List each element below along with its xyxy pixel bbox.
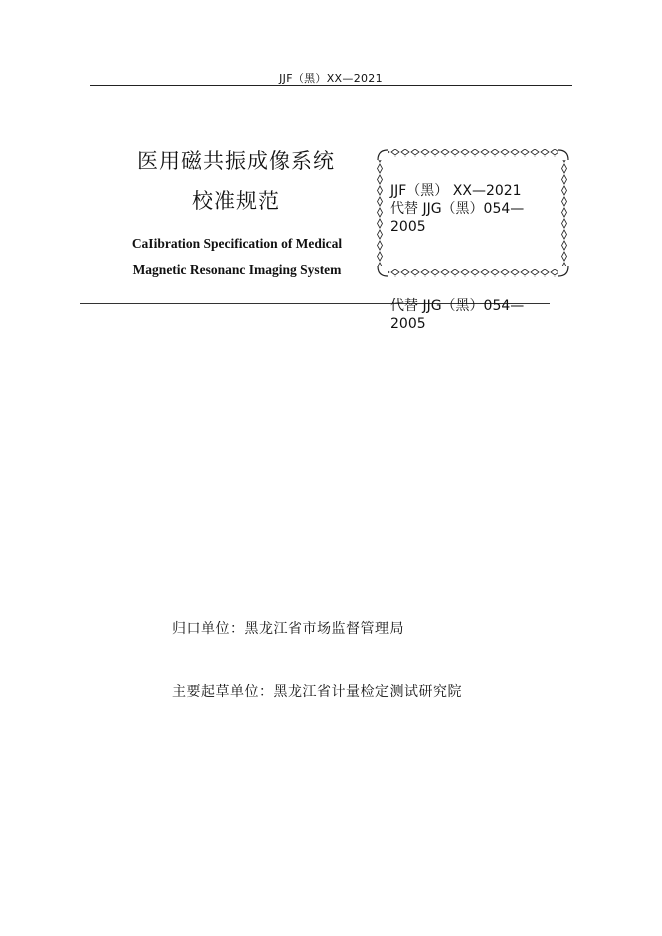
title-chinese xyxy=(120,141,352,221)
frame-code-block xyxy=(390,182,560,236)
header-rule xyxy=(90,85,572,86)
replace-note xyxy=(390,297,560,333)
frame-replace-line2: 2005 xyxy=(390,219,426,235)
title-english xyxy=(108,231,366,283)
header-standard-code: JJF（黑）XX—2021 xyxy=(279,72,383,85)
frame-replace-line1: 代替 JJG（黑）054— xyxy=(390,201,525,217)
replace-note-line1: 代替 JJG（黑）054— xyxy=(390,298,525,314)
frame-standard-code: JJF（黑） XX—2021 xyxy=(390,183,522,199)
replace-note-line2: 2005 xyxy=(390,316,426,332)
title-english-line1: CaIibration Specification of Medical xyxy=(131,236,343,251)
title-chinese-line2: 校准规范 xyxy=(192,189,280,213)
drafting-unit: 主要起草单位：黑龙江省计量检定测试研究院 xyxy=(172,684,462,700)
title-chinese-line1: 医用磁共振成像系统 xyxy=(137,149,335,173)
title-english-line2: Magnetic Resonanc Imaging System xyxy=(132,262,342,277)
responsible-unit: 归口单位：黑龙江省市场监督管理局 xyxy=(172,621,404,637)
